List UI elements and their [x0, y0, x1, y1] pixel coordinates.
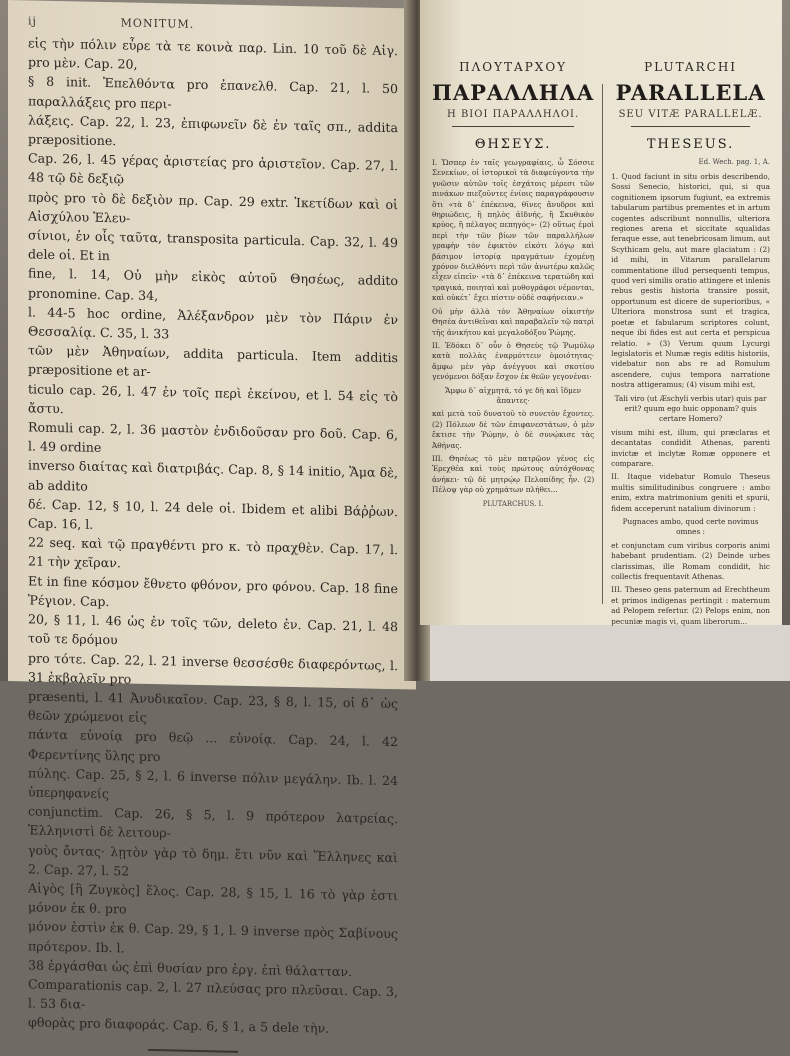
paragraph: et conjunctam cum viribus corporis animi habebant prudentiam. (2) Deinde urbes clarissimas, ille Romam condidit, hic collectis frequentavit Athenas. — [611, 540, 770, 582]
latin-work-title: PARALLELA — [615, 80, 766, 105]
latin-author-title: PLUTARCHI — [644, 60, 738, 74]
latin-column — [611, 14, 770, 625]
text-line: 22 seq. καὶ τῷ πραγθέντι pro κ. τὸ πραχθὲν. Cap. 17, l. 21 τὴν χεῖραν. — [28, 534, 398, 571]
text-line: Comparationis cap. 2, l. 27 πλεύσας pro πλεῦσαι. Cap. 3, l. 53 δια- — [28, 976, 398, 1012]
paragraph: Pugnaces ambo, quod certe novimus omnes : — [622, 517, 759, 537]
text-line: pro τότε. Cap. 22, l. 21 inverse θεσσέσθε διαφερόντως, l. 31 ἐκβαλεῖν pro — [28, 649, 398, 687]
text-line: præsenti, l. 41 Ἀνυδικαῖον. Cap. 23, § 8, l. 15, οἱ δ᾽ ὡς θεῶν χρώμενοι εἰς — [28, 688, 398, 726]
paragraph: Οὐ μὴν ἀλλὰ τὸν Ἀθηναίων οἰκιστὴν Θησέα ἀντιθεῖναι καὶ παραβαλεῖν τῷ πατρὶ τῆς ἀνικήτου καὶ μεγαλοδόξου Ῥώμης. — [432, 306, 595, 337]
right-page — [420, 0, 782, 625]
paragraph: III. Theseo gens paternum ad Erechtheum et primos indigenas pertingit : maternum ad Pelopem refertur. (2) Pelops enim, non pecuniæ magis vi, quam liberorum... — [611, 585, 770, 626]
page-footer: PLUTARCHUS. I. — [482, 499, 544, 508]
greek-text — [432, 158, 594, 496]
monitum-text — [28, 33, 398, 1039]
paragraph: 1. Quod faciunt in situ orbis describendo, Sossi Senecio, historici, qui, si qua cognitionem ipsorum fugiunt, ea extremis tabularum partibus prementes et in artum cogentes adscribunt nonnullis, ulteriora regiones arena et siccitate squalidas feraque esse, aut tenebricosam limum, aut Scythicam gelu, aut mare glaciatum : (2) id mihi, in Vitarum parallelarum commentatione illud persequenti tempus, quod veri similis oratio attingere et inlenis rebus gestis historia transire possit, opportunum est dicere de superioribus, « Ulteriora monstrosa sunt et tragica, poetæ et fabularum scriptores colunt, neque ibi fides est aut certa et perspicua relatio. » (3) Verum quum Lycurgi legislatoris et Numæ regis editis historiis, videbatur non abs re ad Romulum ascendere, cujus tempora narratione nostra attigeramus; (4) visum mihi est, — [611, 172, 770, 390]
paragraph: visum mihi est, illum, qui præclaras et decantatas condidit Athenas, parenti invictæ et inclytæ Romæ opponere et comparare. — [611, 427, 770, 468]
greek-column — [432, 14, 594, 625]
end-rule — [148, 1048, 238, 1052]
left-page-header — [28, 14, 398, 35]
column-divider — [602, 84, 603, 604]
latin-text — [611, 172, 770, 627]
left-page — [8, 0, 416, 1037]
greek-author-title: ΠΛΟΥΤΑΡΧΟΥ — [459, 60, 568, 74]
text-line: μόνον ἐστὶν ἐκ θ. Cap. 29, § 1, l. 9 inverse πρὸς Σαβίνους πρότερον. Ib. l. — [28, 918, 398, 955]
text-line: πάντα εὐνοίᾳ pro θεῷ ... εὐνοίᾳ. Cap. 24, l. 42 Φερεντίνης ὕλης pro — [28, 726, 398, 764]
paragraph: Tali viro (ut Æschyli verbis utar) quis par erit? quum ego huic opponam? quis certare Homero? — [614, 393, 767, 424]
text-line: l. 44-5 hoc ordine, Ἀλέξανδρον μὲν τὸν Πάριν ἐν Θεσσαλίᾳ. C. 35, l. 33 — [28, 304, 398, 342]
edition-mark: Ed. Wech. pag. 1, A. — [698, 158, 770, 166]
running-head: MONITUM. — [120, 16, 195, 31]
text-line: τῶν μὲν Ἀθηναίων, addita particula. Item additis præpositione et ar- — [28, 342, 398, 380]
text-line: 38 ἐργάσθαι ὡς ἐπὶ θυσίαν pro ἐργ. ἐπὶ θάλατταν. — [28, 957, 353, 979]
text-line: λάξεις. Cap. 22, l. 23, ἐπιφωνεῖν δὲ ἐν ταῖς σπ., addita præpositione. — [28, 112, 398, 149]
paragraph: καὶ μετὰ τοῦ δυνατοῦ τὸ συνετὸν ἔχοντες. (2) Πόλεων δὲ τῶν ἐπιφανεστάτων, ὁ μὲν ἔκτισε τὴν Ῥώμην, ὁ δὲ συνῴκισε τὰς Ἀθήνας. — [432, 409, 595, 450]
text-line: Cap. 26, l. 45 γέρας ἀριστείας pro ἀριστεῖον. Cap. 27, l. 48 τῷ δὲ δεξιῷ — [28, 150, 398, 187]
text-line: πρὸς pro τὸ δὲ δεξιὸν πρ. Cap. 29 extr. Ἰκετίδων καὶ οἱ Αἰσχύλου Ἐλευ- — [28, 189, 398, 226]
text-line: γοὺς ὄντας· λῃτὸν γὰρ τὸ δημ. ἔτι νῦν καὶ Ἕλληνες καὶ 2. Cap. 27, l. 52 — [28, 841, 398, 879]
latin-subtitle: SEU VITÆ PARALLELÆ. — [618, 109, 763, 120]
greek-work-title: ΠΑΡΑΛΛΗΛΑ — [432, 80, 595, 105]
paragraph: Ἄμφω δ᾽ αἰχμητά, τό γε δὴ καὶ ἴδμεν ἅπαντες· — [445, 385, 582, 405]
page-number: ij — [28, 14, 37, 28]
title-rule — [631, 126, 750, 127]
text-line: conjunctim. Cap. 26, § 5, l. 9 πρότερον λατρείας. Ἑλληνιστὶ δὲ λειτουρ- — [28, 803, 398, 841]
text-line: ticulo cap. 26, l. 47 ἐν τοῖς περὶ ἐκείνου, et l. 54 εἰς τὸ ἄστυ. — [28, 381, 398, 417]
text-line: § 8 init. Ἐπελθόντα pro ἐπανελθ. Cap. 21, l. 50 παραλλάξεις pro περι- — [28, 73, 398, 112]
text-line: inverso διαίτας καὶ διατριβάς. Cap. 8, § 14 initio, Ἅμα δὲ, ab addito — [28, 457, 398, 494]
paragraph: II. Itaque videbatur Romulo Theseus multis similitudinibus congruere : ambo enim, extra matrimonium geniti et spurii, fidem acceperunt natalium divinorum : — [611, 472, 770, 513]
paragraph: III. Θησέως τὸ μὲν πατρῷον γένος εἰς Ἐρεχθέα καὶ τοὺς πρώτους αὐτόχθονας ἀνήκει· τῷ δὲ μητρῴῳ Πελοπίδης ἦν. (2) Πέλοψ γὰρ οὐ χρημάτων πλήθει... — [432, 453, 595, 495]
title-rule — [452, 126, 574, 127]
greek-subtitle: Η ΒΙΟΙ ΠΑΡΑΛΛΗΛΟΙ. — [447, 109, 580, 120]
text-line: 20, § 11, l. 46 ὡς ἐν τοῖς τῶν, deleto ἐν. Cap. 21, l. 48 τοῦ τε δρόμου — [28, 611, 398, 648]
text-line: δέ. Cap. 12, § 10, l. 24 dele οἱ. Ibidem et alibi Βάῤῥων. Cap. 16, l. — [28, 496, 398, 532]
text-line: fine, l. 14, Οὐ μὴν εἰκὸς αὐτοῦ Θησέως, addito pronomine. Cap. 34, — [28, 265, 398, 303]
paragraph: I. Ὥσπερ ἐν ταῖς γεωγραφίαις, ὦ Σόσσιε Σενεκίων, οἱ ἱστορικοὶ τὰ διαφεύγοντα τὴν γνῶσιν αὐτῶν τοῖς ἐσχάτοις μέρεσι τῶν πινάκων πιεζοῦντες ἐνίοις παραγράφουσιν ὅτι «τὰ δ᾽ ἐπέκεινα, θῖνες ἄνυδροι καὶ θηριώδεις, ἢ πηλὸς ἀϊδνής, ἢ Σκυθικὸν κρύος, ἢ πέλαγος πεπηγός»· (2) οὕτως ἐμοὶ περὶ τὴν τῶν βίων τῶν παραλλήλων γραφὴν τὸν ἐφικτὸν εἰκότι λόγῳ καὶ βάσιμον ἱστορίᾳ πραγμάτων ἐχομένῃ χρόνον διελθόντι περὶ τῶν ἀνωτέρω καλῶς εἶχεν εἰπεῖν· «τὰ δ᾽ ἐπέκεινα τερατώδη καὶ τραγικά, ποιηταὶ καὶ μυθογράφοι νέμονται, καὶ οὐκέτ᾽ ἔχει πίστιν οὐδὲ σαφήνειαν.» — [432, 158, 595, 303]
greek-section-title: ΘΗΣΕΥΣ. — [474, 137, 552, 152]
text-line: Romuli cap. 2, l. 36 μαστὸν ἐνδιδοῦσαν pro δοῦ. Cap. 6, l. 49 ordine — [28, 419, 398, 456]
text-line: Et in fine κόσμον ἔθνετο φθόνον, pro φόνου. Cap. 18 fine Ῥέγιον. Cap. — [28, 573, 398, 610]
table-surface — [430, 625, 790, 681]
text-line: πύλης. Cap. 25, § 2, l. 6 inverse πόλιν μεγάλην. Ib. l. 24 ὑπερηφανείς — [28, 765, 398, 802]
text-line: σίνιοι, ἐν οἷς ταῦτα, transposita particula. Cap. 32, l. 49 dele οἱ. Et in — [28, 227, 398, 264]
latin-section-title: THESEUS. — [646, 137, 735, 152]
text-line: εἰς τὴν πόλιν εὗρε τὰ τε κοινὰ παρ. Lin. 10 τοῦ δὲ Αἰγ. pro μὲν. Cap. 20, — [28, 35, 398, 72]
text-line: φθορὰς pro διαφοράς. Cap. 6, § 1, a 5 dele τὴν. — [28, 1014, 330, 1037]
text-line: Αἰγὸς [ἢ Ζυγκὸς] ἕλος. Cap. 28, § 15, l. 16 τὸ γὰρ ἐστι μόνον ἐκ θ. pro — [28, 880, 398, 917]
paragraph: II. Ἐδόκει δ᾽ οὖν ὁ Θησεὺς τῷ Ῥωμύλῳ κατὰ πολλὰς ἐναρμόττειν ὁμοιότητας· ἄμφω μὲν γὰρ ἀνέγγυοι καὶ σκοτίου γενόμενοι δόξαν ἔσχον ἐκ θεῶν γεγονέναι· — [432, 340, 595, 382]
